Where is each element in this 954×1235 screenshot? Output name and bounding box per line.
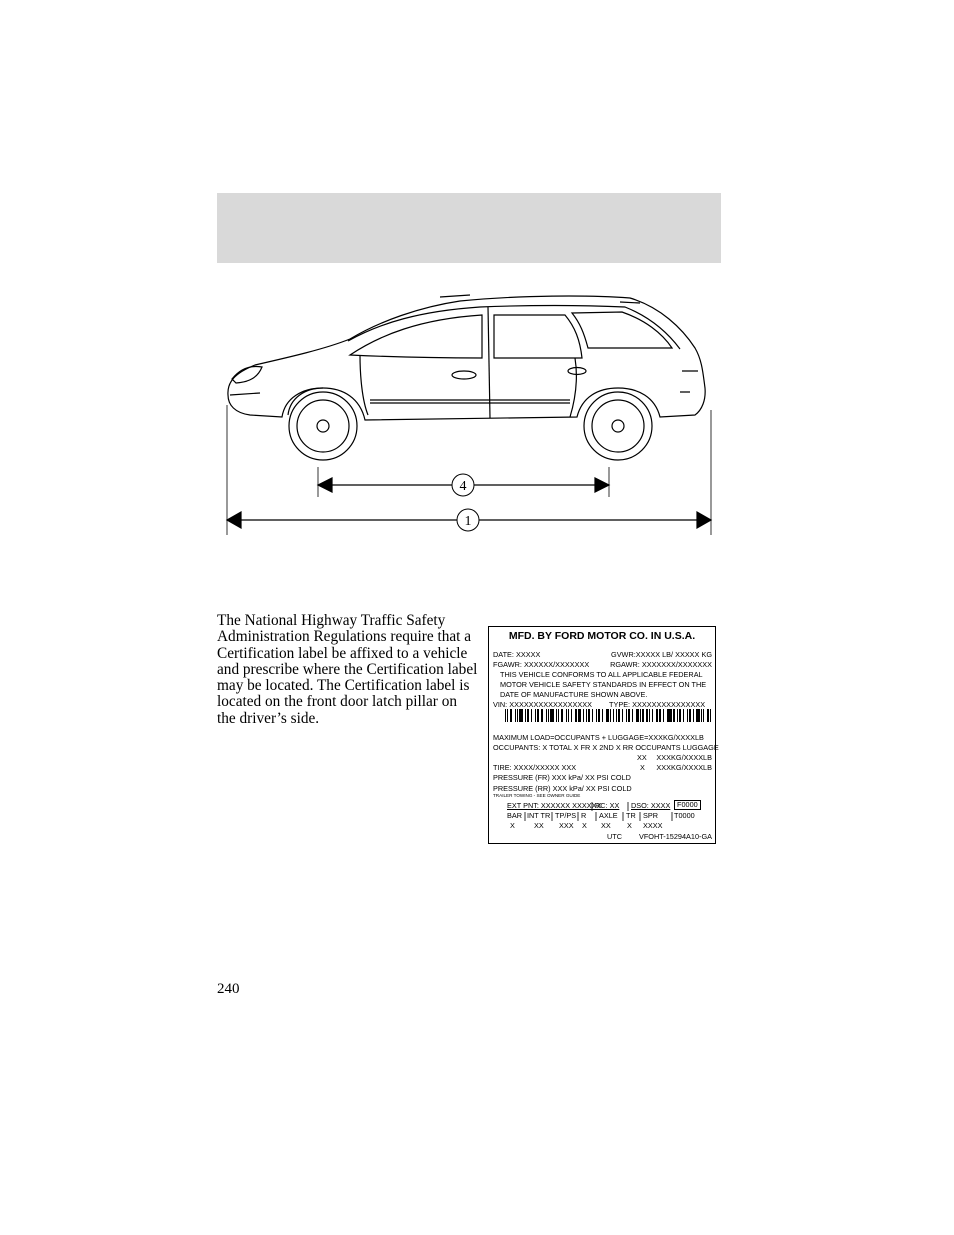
cert-code-r: R	[581, 811, 587, 820]
cert-rgawr: RGAWR: XXXXXXX/XXXXXXX	[610, 660, 712, 669]
cert-code-bar: BAR	[507, 811, 523, 820]
cert-pressure-front: PRESSURE (FR) XXX kPa/ XX PSI COLD	[493, 773, 631, 782]
barcode-bar	[586, 709, 587, 722]
cert-code-int-tr: INT TR	[527, 811, 551, 820]
cert-tire: TIRE: XXXX/XXXXX XXX	[493, 763, 577, 772]
barcode-bar	[575, 709, 577, 722]
barcode-bar	[693, 709, 694, 722]
barcode-bar	[636, 709, 639, 722]
cert-code-spr: SPR	[643, 811, 659, 820]
barcode-bar	[556, 709, 557, 722]
barcode-bar	[588, 709, 590, 722]
callout-overall-length	[457, 509, 479, 531]
barcode-bar	[689, 709, 691, 722]
cert-occupants: OCCUPANTS: X TOTAL X FR X 2ND X RR OCCUPANTS LUGGAGE	[493, 743, 719, 752]
car-side-illustration	[228, 295, 705, 460]
cert-pressure-rear: PRESSURE (RR) XXX kPa/ XX PSI COLD	[493, 784, 632, 793]
barcode-bar	[652, 709, 653, 722]
barcode-bar	[673, 709, 674, 722]
barcode-bar	[683, 709, 684, 722]
barcode-bar	[546, 709, 547, 722]
barcode-bar	[687, 709, 688, 722]
barcode-bar	[537, 709, 539, 722]
barcode-bar	[646, 709, 648, 722]
barcode-bar	[667, 709, 668, 722]
barcode-bar	[618, 709, 620, 722]
barcode-bar	[659, 709, 661, 722]
barcode-bar	[527, 709, 529, 722]
wheelbase-right-arrow	[595, 478, 609, 492]
barcode-bar	[656, 709, 658, 722]
cert-gvwr: GVWR:XXXXX LB/ XXXXX KG	[611, 650, 712, 659]
cert-f-code: F0000	[674, 800, 701, 810]
barcode-bar	[707, 709, 709, 722]
cert-trailer-towing: TRAILER TOWING - SEE OWNER GUIDE	[493, 793, 581, 798]
barcode-bar	[507, 709, 508, 722]
barcode-bar	[616, 709, 617, 722]
barcode-bar	[568, 709, 569, 722]
cert-tire-val-2: XXXKG/XXXXLB	[656, 763, 712, 772]
cert-fgawr: FGAWR: XXXXXX/XXXXXXX	[493, 660, 590, 669]
barcode-bar	[701, 709, 702, 722]
barcode-bar	[632, 709, 633, 722]
callout-1-text: 1	[464, 514, 472, 529]
barcode-bar	[649, 709, 650, 722]
cert-code-val-spr: XXXX	[643, 821, 663, 830]
barcode-bar	[710, 709, 711, 722]
cert-code-val-axle: XX	[601, 821, 611, 830]
cert-tire-val-1: X	[640, 763, 645, 772]
barcode-bar	[663, 709, 664, 722]
barcode-bar	[505, 709, 506, 722]
cert-dso: DSO: XXXX	[631, 801, 671, 810]
barcode-bar	[679, 709, 681, 722]
barcode-bar	[548, 709, 549, 722]
barcode-bar	[550, 709, 553, 722]
overall-left-arrow	[227, 512, 241, 528]
barcode-bar	[517, 709, 518, 722]
barcode-bar	[602, 709, 603, 722]
barcode-bar	[640, 709, 641, 722]
page-number: 240	[217, 981, 240, 997]
barcode-bar	[535, 709, 536, 722]
barcode-bar	[668, 709, 671, 722]
wheelbase-left-arrow	[318, 478, 332, 492]
cert-vin: VIN: XXXXXXXXXXXXXXXXX	[493, 700, 592, 709]
cert-occupants-val-2: XXXKG/XXXXLB	[656, 753, 712, 762]
barcode-bar	[622, 709, 623, 722]
cert-date: DATE: XXXXX	[493, 650, 541, 659]
cert-code-axle: AXLE	[599, 811, 618, 820]
cert-occupants-val-1: XX	[637, 753, 647, 762]
cert-conform-2: MOTOR VEHICLE SAFETY STANDARDS IN EFFECT ON THE	[500, 680, 707, 689]
cert-code-tr: TR	[626, 811, 636, 820]
barcode-bar	[677, 709, 678, 722]
cert-rc: RC: XX	[595, 801, 620, 810]
certification-paragraph: The National Highway Traffic Safety Administration Regulations require that a Certification label be affixed to a vehicle and prescribe where the Certification label may be located. The Certification label is located on the front door latch pillar on the driver’s side.	[217, 612, 478, 727]
barcode-bar	[626, 709, 627, 722]
barcode-bar	[606, 709, 609, 722]
barcode-bar	[558, 709, 559, 722]
barcode-bar	[531, 709, 532, 722]
cert-ext-paint: EXT PNT: XXXXXX XXXXXX	[507, 801, 602, 810]
barcode-bar	[519, 709, 522, 722]
cert-conform-1: THIS VEHICLE CONFORMS TO ALL APPLICABLE FEDERAL	[500, 670, 703, 679]
barcode-bar	[703, 709, 704, 722]
barcode-bar	[583, 709, 584, 722]
section-header-band	[217, 193, 721, 263]
barcode-bar	[642, 709, 643, 722]
barcode-bar	[610, 709, 611, 722]
callout-wheelbase	[452, 474, 474, 496]
barcode-bar	[571, 709, 572, 722]
cert-max-load: MAXIMUM LOAD=OCCUPANTS + LUGGAGE=XXXKG/XXXXLB	[493, 733, 704, 742]
barcode-bar	[561, 709, 563, 722]
cert-code-val-int-tr: XX	[534, 821, 544, 830]
cert-t-code: T0000	[674, 811, 695, 820]
cert-conform-3: DATE OF MANUFACTURE SHOWN ABOVE.	[500, 690, 648, 699]
barcode-bar	[628, 709, 630, 722]
barcode-bar	[613, 709, 614, 722]
barcode-bar	[578, 709, 581, 722]
cert-code-val-tp-ps: XXX	[559, 821, 574, 830]
barcode-bar	[596, 709, 597, 722]
vin-barcode	[505, 709, 713, 722]
cert-code-val-tr: X	[627, 821, 632, 830]
cert-title: MFD. BY FORD MOTOR CO. IN U.S.A.	[508, 630, 696, 642]
cert-code-val-bar: X	[510, 821, 515, 830]
barcode-bar	[515, 709, 516, 722]
cert-utc: UTC	[607, 832, 622, 841]
overall-right-arrow	[697, 512, 711, 528]
cert-code-tp-ps: TP/PS	[555, 811, 577, 820]
barcode-bar	[566, 709, 567, 722]
callout-4-text: 4	[459, 479, 467, 494]
cert-part-number: VFOHT-15294A10-GA	[638, 832, 712, 841]
cert-code-val-r: X	[582, 821, 587, 830]
barcode-bar	[525, 709, 526, 722]
vehicle-dimension-diagram	[220, 285, 720, 540]
barcode-bar	[541, 709, 543, 722]
barcode-bar	[696, 709, 699, 722]
cert-type: TYPE: XXXXXXXXXXXXXXX	[609, 700, 706, 709]
certification-label	[488, 626, 719, 844]
barcode-bar	[598, 709, 600, 722]
barcode-bar	[592, 709, 593, 722]
barcode-bar	[510, 709, 512, 722]
